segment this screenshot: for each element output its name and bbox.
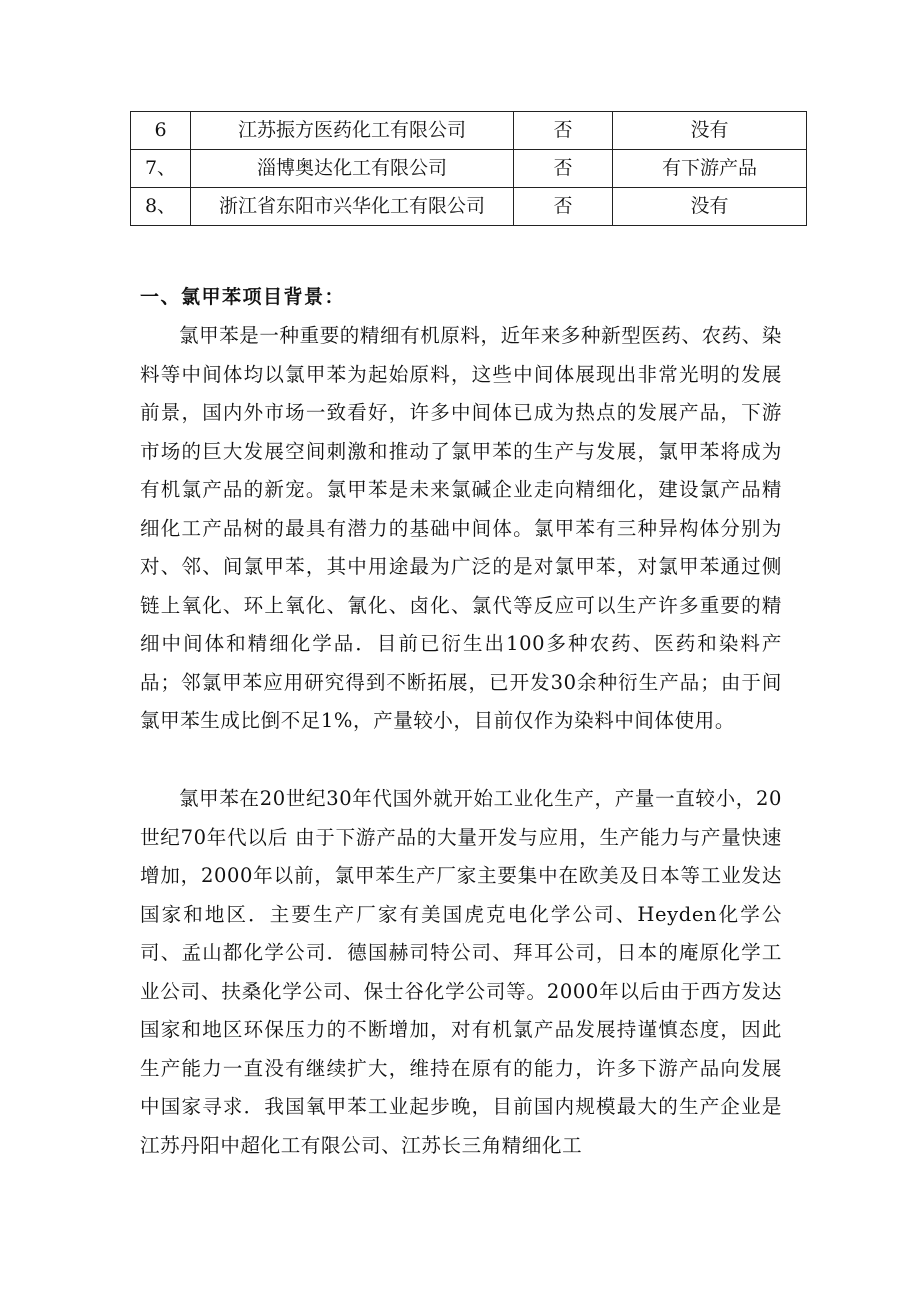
body-paragraph-1	[140, 317, 782, 741]
row-number: 8、	[131, 188, 191, 226]
note-cell: 有下游产品	[613, 150, 807, 188]
company-name: 浙江省东阳市兴华化工有限公司	[191, 188, 514, 226]
table-row	[131, 150, 807, 188]
table-row	[131, 112, 807, 150]
paragraph-text: 氯甲苯在20世纪30年代国外就开始工业化生产，产量一直较小，20世纪70年代以后 由于下游产品的大量开发与应用，生产能力与产量快速增加，2000年以前，氯甲苯生产厂家主要集中在欧美及日本等工业发达国家和地区．主要生产厂家有美国虎克电化学公司、Heyden化学公司、孟山都化学公司．德国赫司特公司、拜耳公司，日本的庵原化学工业公司、扶桑化学公司、保士谷化学公司等。2000年以后由于西方发达国家和地区环保压力的不断增加，对有机氯产品发展持谨慎态度，因此生产能力一直没有继续扩大，维持在原有的能力，许多下游产品向发展中国家寻求．我国氧甲苯工业起步晚，目前国内规模最大的生产企业是江苏丹阳中超化工有限公司、江苏长三角精细化工	[140, 787, 782, 1157]
note-cell: 没有	[613, 188, 807, 226]
company-table	[130, 111, 807, 226]
body-paragraph-2	[140, 780, 782, 1165]
table-row	[131, 188, 807, 226]
row-number: 7、	[131, 150, 191, 188]
status-cell: 否	[514, 188, 613, 226]
note-cell: 没有	[613, 112, 807, 150]
company-name: 淄博奥达化工有限公司	[191, 150, 514, 188]
status-cell: 否	[514, 150, 613, 188]
paragraph-text: 氯甲苯是一种重要的精细有机原料，近年来多种新型医药、农药、染料等中间体均以氯甲苯为起始原料，这些中间体展现出非常光明的发展前景，国内外市场一致看好，许多中间体已成为热点的发展产品，下游市场的巨大发展空间刺激和推动了氯甲苯的生产与发展，氯甲苯将成为有机氯产品的新宠。氯甲苯是未来氯碱企业走向精细化，建设氯产品精细化工产品树的最具有潜力的基础中间体。氯甲苯有三种异构体分别为对、邻、间氯甲苯，其中用途最为广泛的是对氯甲苯，对氯甲苯通过侧链上氧化、环上氧化、氰化、卤化、氯代等反应可以生产许多重要的精细中间体和精细化学品．目前已衍生出100多种农药、医药和染料产品；邻氯甲苯应用研究得到不断拓展，已开发30余种衍生产品；由于间氯甲苯生成比倒不足1%，产量较小，目前仅作为染料中间体使用。	[140, 324, 783, 732]
section-heading: 一、氯甲苯项目背景：	[140, 286, 346, 308]
status-cell: 否	[514, 112, 613, 150]
company-name: 江苏振方医药化工有限公司	[191, 112, 514, 150]
row-number: 6	[131, 112, 191, 150]
